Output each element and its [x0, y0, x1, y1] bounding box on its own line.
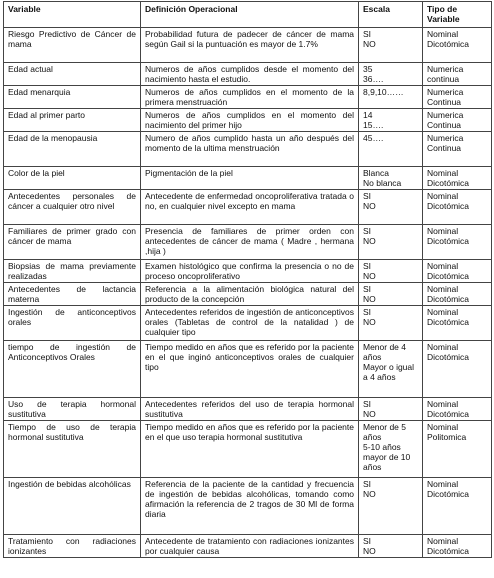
tipo-value: Dicotómica: [427, 294, 470, 304]
escala-value: 14: [363, 110, 373, 120]
header-definicion: Definición Operacional: [141, 2, 359, 28]
escala-value: NO: [363, 489, 376, 499]
escala-value: SI: [363, 479, 372, 489]
cell-variable: Ingestión de bebidas alcohólicas: [4, 478, 141, 535]
header-escala: Escala: [359, 2, 423, 28]
cell-escala: [359, 132, 423, 167]
table-row: [4, 478, 492, 535]
cell-escala: [359, 421, 423, 478]
cell-definicion: Antecedente de tratamiento con radiaciones ionizantes por cualquier causa: [141, 535, 359, 558]
table-row: [4, 341, 492, 398]
escala-value: Mayor o igual a 4 años: [363, 362, 415, 382]
cell-escala: [359, 478, 423, 535]
cell-definicion: Tiempo medido en años que es referido por la paciente en el que uso terapia hormonal sustitutiva: [141, 421, 359, 478]
cell-escala: [359, 167, 423, 190]
tipo-value: Politomica: [427, 432, 467, 442]
tipo-value: Nominal: [427, 29, 459, 39]
escala-value: 45….: [363, 133, 384, 143]
tipo-value: Dicotómica: [427, 271, 470, 281]
table-row: [4, 63, 492, 86]
escala-value: SI: [363, 399, 372, 409]
cell-escala: [359, 283, 423, 306]
cell-definicion: Numeros de años cumplidos desde el momento del nacimiento hasta el estudio.: [141, 63, 359, 86]
table-row: [4, 28, 492, 63]
header-variable: Variable: [4, 2, 141, 28]
cell-definicion: Numeros de años cumplidos en el momento del nacimiento del primer hijo: [141, 109, 359, 132]
escala-value: Menor de 5 años: [363, 422, 406, 442]
cell-tipo: [423, 306, 492, 341]
cell-definicion: Numero de años cumplido hasta un año después del momento de la ultima menstruación: [141, 132, 359, 167]
cell-variable: Edad menarquia: [4, 86, 141, 109]
variables-table: [3, 1, 492, 558]
tipo-value: Dicotómica: [427, 39, 470, 49]
operational-definitions-document: [3, 1, 492, 558]
tipo-value: Nominal: [427, 284, 459, 294]
escala-value: 36….: [363, 74, 384, 84]
cell-escala: [359, 225, 423, 260]
table-row: [4, 225, 492, 260]
tipo-value: Dicotómica: [427, 352, 470, 362]
cell-tipo: [423, 283, 492, 306]
cell-definicion: Antecedente de enfermedad oncoproliferativa tratada o no, en cualquier nivel excepto en mama: [141, 190, 359, 225]
tipo-value: Dicotómica: [427, 489, 470, 499]
cell-variable: Tratamiento con radiaciones ionizantes: [4, 535, 141, 558]
table-row: [4, 132, 492, 167]
escala-value: NO: [363, 236, 376, 246]
escala-value: SI: [363, 226, 372, 236]
cell-variable: Biopsias de mama previamente realizadas: [4, 260, 141, 283]
tipo-value: Dicotómica: [427, 409, 470, 419]
escala-value: SI: [363, 536, 372, 546]
cell-tipo: [423, 190, 492, 225]
cell-tipo: [423, 398, 492, 421]
cell-definicion: Pigmentación de la piel: [141, 167, 359, 190]
table-row: [4, 260, 492, 283]
cell-tipo: [423, 167, 492, 190]
table-row: [4, 283, 492, 306]
cell-variable: Edad actual: [4, 63, 141, 86]
table-row: [4, 109, 492, 132]
escala-value: NO: [363, 546, 376, 556]
cell-definicion: Tiempo medido en años que es referido por la paciente en el que inginó anticonceptivos orales de cualquier tipo: [141, 341, 359, 398]
cell-escala: [359, 398, 423, 421]
cell-tipo: [423, 535, 492, 558]
tipo-value: Dicotómica: [427, 317, 470, 327]
cell-variable: Tiempo de uso de terapia hormonal sustitutiva: [4, 421, 141, 478]
table-row: [4, 167, 492, 190]
cell-tipo: [423, 478, 492, 535]
escala-value: NO: [363, 271, 376, 281]
cell-escala: [359, 63, 423, 86]
cell-definicion: Referencia de la paciente de la cantidad y frecuencia de ingestión de bebidas alcohólicas, tomando como afirmación la referencia de 2 tragos de 30 Ml de forma diaria: [141, 478, 359, 535]
escala-value: NO: [363, 39, 376, 49]
cell-tipo: [423, 341, 492, 398]
cell-definicion: Examen histológico que confirma la presencia o no de proceso oncoproliferativo: [141, 260, 359, 283]
cell-tipo: [423, 28, 492, 63]
cell-variable: Riesgo Predictivo de Cáncer de mama: [4, 28, 141, 63]
cell-tipo: [423, 132, 492, 167]
cell-definicion: Antecedentes referidos del uso de terapia hormonal sustitutiva: [141, 398, 359, 421]
escala-value: 8,9,10……: [363, 87, 404, 97]
cell-variable: Uso de terapia hormonal sustitutiva: [4, 398, 141, 421]
tipo-value: Continua: [427, 120, 462, 130]
tipo-value: Numerica: [427, 133, 464, 143]
escala-value: NO: [363, 201, 376, 211]
table-row: [4, 398, 492, 421]
tipo-value: Nominal: [427, 307, 459, 317]
table-row: [4, 535, 492, 558]
escala-value: SI: [363, 261, 372, 271]
cell-definicion: Antecedentes referidos de ingestión de anticonceptivos orales (Tabletas de control de la natalidad ) de cualquier tipo: [141, 306, 359, 341]
cell-escala: [359, 86, 423, 109]
table-row: [4, 421, 492, 478]
escala-value: NO: [363, 294, 376, 304]
cell-definicion: Probabilidad futura de padecer de cáncer de mama según Gail si la puntuación es mayor de 1.7%: [141, 28, 359, 63]
escala-value: NO: [363, 409, 376, 419]
table-row: [4, 190, 492, 225]
cell-definicion: Presencia de familiares de primer orden con antecedentes de cáncer de mama ( Madre , hermana ,hija ): [141, 225, 359, 260]
tipo-value: Dicotómica: [427, 236, 470, 246]
escala-value: NO: [363, 317, 376, 327]
cell-variable: Edad al primer parto: [4, 109, 141, 132]
cell-tipo: [423, 421, 492, 478]
cell-definicion: Referencia a la alimentación biológica natural del producto de la concepción: [141, 283, 359, 306]
tipo-value: continua: [427, 74, 460, 84]
table-header-row: [4, 2, 492, 28]
table-row: [4, 306, 492, 341]
cell-escala: [359, 341, 423, 398]
cell-tipo: [423, 225, 492, 260]
cell-escala: [359, 535, 423, 558]
escala-value: No blanca: [363, 178, 402, 188]
tipo-value: Nominal: [427, 342, 459, 352]
header-tipo: Tipo de Variable: [423, 2, 492, 28]
cell-variable: tiempo de ingestión de Anticonceptivos Orales: [4, 341, 141, 398]
tipo-value: Nominal: [427, 479, 459, 489]
escala-value: Menor de 4 años: [363, 342, 406, 362]
cell-escala: [359, 190, 423, 225]
escala-value: mayor de 10 años: [363, 452, 411, 472]
escala-value: SI: [363, 284, 372, 294]
cell-tipo: [423, 109, 492, 132]
escala-value: 5-10 años: [363, 442, 401, 452]
cell-variable: Color de la piel: [4, 167, 141, 190]
escala-value: Blanca: [363, 168, 389, 178]
tipo-value: Numerica: [427, 87, 464, 97]
tipo-value: Nominal: [427, 191, 459, 201]
tipo-value: Dicotómica: [427, 201, 470, 211]
tipo-value: Nominal: [427, 536, 459, 546]
tipo-value: Nominal: [427, 261, 459, 271]
escala-value: SI: [363, 307, 372, 317]
tipo-value: Numerica: [427, 64, 464, 74]
tipo-value: Nominal: [427, 226, 459, 236]
cell-definicion: Numeros de años cumplidos en el momento de la primera menstruación: [141, 86, 359, 109]
escala-value: SI: [363, 29, 372, 39]
tipo-value: Nominal: [427, 422, 459, 432]
cell-variable: Edad de la menopausia: [4, 132, 141, 167]
cell-tipo: [423, 63, 492, 86]
tipo-value: Continua: [427, 143, 462, 153]
cell-escala: [359, 28, 423, 63]
escala-value: SI: [363, 191, 372, 201]
table-body: [4, 28, 492, 558]
tipo-value: Nominal: [427, 168, 459, 178]
cell-variable: Antecedentes personales de cáncer a cualquier otro nivel: [4, 190, 141, 225]
tipo-value: Dicotómica: [427, 546, 470, 556]
cell-variable: Ingestión de anticonceptivos orales: [4, 306, 141, 341]
cell-escala: [359, 109, 423, 132]
escala-value: 35: [363, 64, 373, 74]
cell-tipo: [423, 86, 492, 109]
cell-escala: [359, 260, 423, 283]
tipo-value: Numerica: [427, 110, 464, 120]
cell-escala: [359, 306, 423, 341]
tipo-value: Continua: [427, 97, 462, 107]
cell-tipo: [423, 260, 492, 283]
cell-variable: Antecedentes de lactancia materna: [4, 283, 141, 306]
tipo-value: Nominal: [427, 399, 459, 409]
tipo-value: Dicotómica: [427, 178, 470, 188]
table-row: [4, 86, 492, 109]
cell-variable: Familiares de primer grado con cáncer de mama: [4, 225, 141, 260]
escala-value: 15….: [363, 120, 384, 130]
